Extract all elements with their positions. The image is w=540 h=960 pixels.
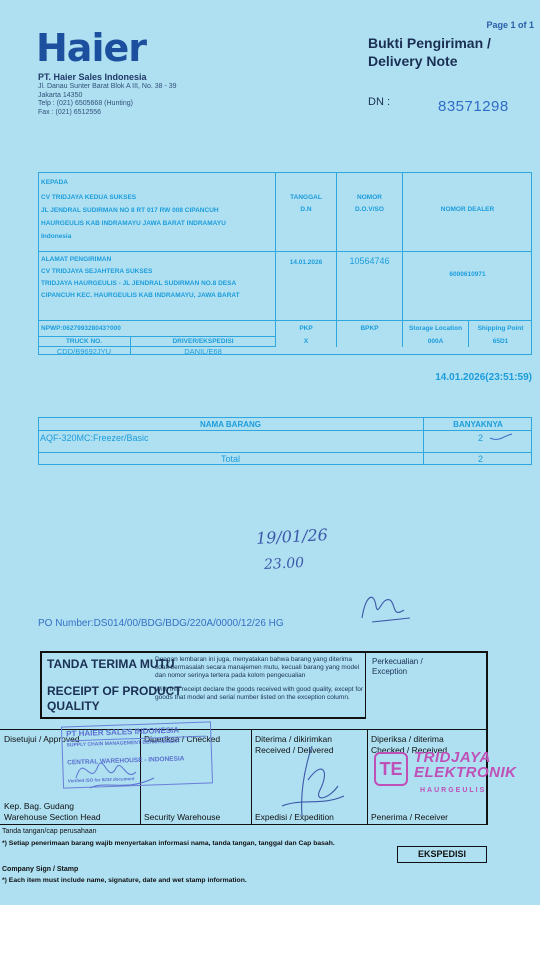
expedisi-label: Expedisi / Expedition	[255, 812, 334, 822]
warehouse-head-label-line: Kep. Bag. Gudang	[4, 801, 74, 811]
warehouse-head-label	[4, 801, 101, 823]
bpkp-label: BPKP	[360, 325, 379, 332]
driver-value: DANIL/E68	[184, 347, 222, 356]
nomor-dealer-label: NOMOR DEALER	[440, 206, 495, 213]
alamat-address: CIPANCUH KEC. HAURGEULIS KAB INDRAMAYU, JAWA BARAT	[41, 292, 240, 299]
date-value: 14.01.2026	[289, 259, 323, 266]
pkp-value: X	[303, 338, 309, 345]
tanggal-label: TANGGAL	[290, 194, 322, 201]
checked-received-label-line: Diperiksa / diterima	[371, 734, 444, 744]
dealer-value: 6000610971	[449, 271, 486, 278]
checked-received-label-line: Checked / Received	[371, 745, 448, 755]
address-line: Jakarta 14350	[38, 91, 83, 99]
expedition-signature	[272, 740, 364, 822]
kepada-address: HAURGEULIS KAB INDRAMAYU JAWA BARAT INDRAMAYU	[41, 220, 226, 227]
document-title-line: Bukti Pengiriman /	[368, 35, 491, 51]
handwritten-signature-top	[352, 588, 412, 630]
warehouse-head-label-line: Warehouse Section Head	[4, 812, 101, 822]
storage-location-label: Storage Location	[408, 325, 463, 332]
stamp-line: CENTRAL WAREHOUSE - INDONESIA	[67, 755, 185, 767]
check-mark-icon	[488, 432, 514, 442]
alamat-label: ALAMAT PENGIRIMAN	[41, 256, 112, 263]
stamp-line: SUPPLY CHAIN MANAGEMENT DEPARTEMENT	[66, 736, 206, 749]
shipping-point-label: Shipping Point	[477, 325, 524, 332]
alamat-address: TRIDJAYA HAURGEULIS - JL JENDRAL SUDIRMAN NO.8 DESA	[41, 280, 237, 287]
tridjaya-stamp-line: TRIDJAYA	[414, 749, 491, 766]
nomor-label: NOMOR	[357, 194, 382, 201]
document-title	[368, 34, 528, 70]
receipt-title-en-line: QUALITY	[47, 699, 100, 713]
tridjaya-logo-mark: TE	[374, 752, 408, 786]
note-id: *) Setiap penerimaan barang wajib menyertakan informasi nama, tanda tangan, tanggal dan Cap basah.	[2, 840, 335, 847]
po-number: PO Number:DS014/00/BDG/BDG/220A/0000/12/26 HG	[38, 618, 284, 629]
received-label-line: Diterima / dikirimkan	[255, 734, 332, 744]
penerima-label: Penerima / Receiver	[371, 812, 449, 822]
kepada-country: Indonesia	[41, 233, 72, 240]
approved-label: Disetujui / Approved	[4, 734, 80, 744]
shipping-point-value: 65D1	[492, 338, 509, 345]
kepada-address: JL JENDRAL SUDIRMAN NO 8 RT 017 RW 008 CIPANCUH	[41, 207, 219, 214]
receipt-text-id: Dengan lembaran ini juga, menyatakan bahwa barang yang diterima tidak bermasalah secara manajemen mutu, kecuali barang yang model dan nomor serinya tertera pada kolom pengecualian	[155, 656, 360, 679]
haier-logo: Haier	[36, 26, 146, 70]
truck-value: CDD/B9692JYU	[56, 347, 112, 356]
tridjaya-stamp-name	[414, 750, 517, 780]
driver-label: DRIVER/EKSPEDISI	[172, 338, 234, 345]
col-nama-barang: NAMA BARANG	[199, 420, 262, 429]
item-name: AQF-320MC:Freezer/Basic	[40, 433, 149, 443]
item-qty: 2	[478, 433, 484, 443]
npwp-value: NPWP:062799328043?000	[41, 325, 121, 332]
dn-label: DN :	[368, 96, 390, 108]
nomor-sub: D.O.V/SO	[355, 206, 384, 213]
tridjaya-stamp-city: HAURGEULIS	[420, 787, 487, 794]
tanggal-sub: D.N	[300, 206, 312, 213]
total-label: Total	[220, 454, 240, 464]
receipt-title-id: TANDA TERIMA MUTU	[47, 657, 175, 671]
sign-label-en: Company Sign / Stamp	[2, 866, 79, 873]
warehouse-signature	[70, 748, 160, 798]
address-line: Fax : (021) 6512556	[38, 108, 102, 116]
tridjaya-stamp-line: ELEKTRONIK	[414, 764, 517, 781]
exception-label-line: Exception	[372, 667, 408, 676]
stamp-line: PT HAIER SALES INDONESIA	[66, 725, 180, 739]
security-label: Security Warehouse	[144, 812, 221, 822]
received-label-line: Received / Delivered	[255, 745, 334, 755]
storage-location-value: 000A	[427, 338, 444, 345]
col-banyaknya: BANYAKNYA	[453, 420, 503, 429]
total-value: 2	[478, 454, 484, 464]
address-line: Telp : (021) 6505668 (Hunting)	[38, 100, 133, 108]
sign-label: Tanda tangan/cap perusahaan	[2, 828, 97, 835]
exception-label	[372, 657, 423, 677]
kepada-label: KEPADA	[41, 179, 68, 186]
company-name: PT. Haier Sales Indonesia	[38, 72, 147, 82]
exception-label-line: Perkecualian /	[372, 657, 423, 666]
note-en: *) Each item must include name, signature, date and wet stamp information.	[2, 877, 247, 884]
pkp-label: PKP	[299, 325, 313, 332]
alamat-name: CV TRIDJAYA SEJAHTERA SUKSES	[41, 268, 153, 275]
ekspedisi-box: EKSPEDISI	[397, 846, 487, 863]
receipt-title-en-line: RECEIPT OF PRODUCT	[47, 684, 182, 698]
receipt-text-en: With this receipt declare the goods received with good quality, except for goods that model and serial number listed on the exception column.	[155, 686, 363, 701]
stamp-line: Verified ISO for 9234 document	[67, 776, 135, 784]
nomor-value: 10564746	[349, 256, 390, 266]
address-line: Jl. Danau Sunter Barat Blok A III, No. 38 - 39	[38, 83, 177, 90]
print-timestamp: 14.01.2026(23:51:59)	[435, 372, 532, 383]
page-counter: Page 1 of 1	[486, 20, 534, 30]
company-address	[38, 83, 258, 117]
document-title-line: Delivery Note	[368, 53, 458, 69]
kepada-name: CV TRIDJAYA KEDUA SUKSES	[41, 194, 137, 201]
handwritten-date: 19/01/26	[255, 525, 329, 548]
dn-number: 83571298	[438, 98, 509, 115]
checked-label: Diperiksa / Checked	[144, 734, 221, 744]
truck-label: TRUCK NO.	[65, 338, 103, 345]
handwritten-time: 23.00	[263, 554, 305, 574]
